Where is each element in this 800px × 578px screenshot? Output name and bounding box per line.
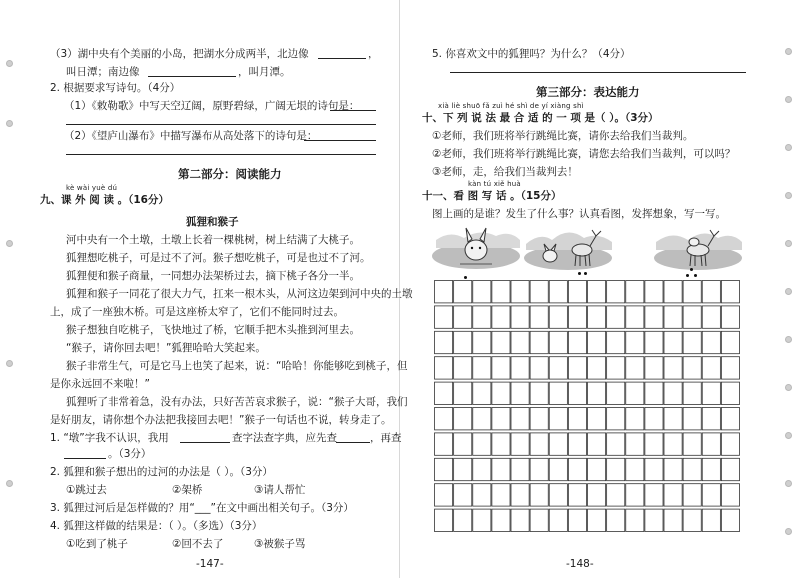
grid-cell[interactable]: [626, 484, 644, 506]
grid-cell[interactable]: [454, 357, 472, 379]
grid-cell[interactable]: [549, 433, 567, 455]
grid-cell[interactable]: [492, 306, 510, 328]
grid-cell[interactable]: [664, 484, 682, 506]
grid-cell[interactable]: [454, 306, 472, 328]
grid-cell[interactable]: [549, 458, 567, 480]
answer-blank[interactable]: [304, 140, 376, 141]
grid-cell[interactable]: [588, 408, 606, 430]
r2-option[interactable]: ②架桥: [172, 484, 203, 496]
grid-cell[interactable]: [511, 331, 529, 353]
grid-cell[interactable]: [530, 331, 548, 353]
grid-cell[interactable]: [702, 509, 720, 531]
picture-marker-dot: [578, 272, 581, 275]
grid-cell[interactable]: [435, 458, 453, 480]
story-line: 猴子想独自吃桃子，飞快地过了桥，它顺手把木头推到河里去。: [66, 324, 360, 336]
picture-fox-crying: [430, 222, 522, 272]
grid-cell[interactable]: [568, 306, 586, 328]
grid-cell[interactable]: [683, 458, 701, 480]
grid-cell[interactable]: [683, 433, 701, 455]
grid-cell[interactable]: [473, 509, 491, 531]
grid-cell[interactable]: [473, 458, 491, 480]
grid-cell[interactable]: [435, 306, 453, 328]
q9-title: 九、课 外 阅 读 。（16分）: [40, 194, 169, 206]
grid-cell[interactable]: [626, 306, 644, 328]
grid-cell[interactable]: [511, 433, 529, 455]
grid-cell[interactable]: [664, 331, 682, 353]
r4-option[interactable]: ②回不去了: [172, 538, 224, 550]
grid-cell[interactable]: [549, 408, 567, 430]
grid-cell[interactable]: [645, 357, 663, 379]
grid-cell[interactable]: [626, 408, 644, 430]
grid-cell[interactable]: [588, 509, 606, 531]
grid-cell[interactable]: [721, 281, 739, 303]
binding-hole: [6, 360, 13, 367]
binding-hole: [785, 384, 792, 391]
grid-cell[interactable]: [530, 509, 548, 531]
grid-cell[interactable]: [607, 509, 625, 531]
q10-pinyin: xià liè shuō fǎ zuì hé shì de yí xiàng shì: [438, 102, 584, 110]
picture-marker-dot: [584, 272, 587, 275]
grid-cell[interactable]: [683, 484, 701, 506]
grid-cell[interactable]: [588, 357, 606, 379]
grid-cell[interactable]: [511, 306, 529, 328]
grid-cell[interactable]: [702, 306, 720, 328]
grid-cell[interactable]: [492, 509, 510, 531]
r4: 4. 狐狸这样做的结果是：（ ）。（多选）（3分）: [50, 520, 263, 532]
picture-fox-and-deer: [522, 222, 614, 272]
q3-line2-a: 叫日潭；南边像: [66, 66, 140, 78]
r3: 3. 狐狸过河后是怎样做的？用“___”在文中画出相关句子。（3分）: [50, 502, 354, 514]
grid-cell[interactable]: [530, 408, 548, 430]
binding-hole: [785, 480, 792, 487]
grid-cell[interactable]: [664, 357, 682, 379]
picture-marker-dot: [686, 274, 689, 277]
picture-marker-dot: [464, 276, 467, 279]
grid-cell[interactable]: [568, 408, 586, 430]
grid-cell[interactable]: [568, 458, 586, 480]
picture-marker-dot: [690, 268, 693, 271]
grid-cell[interactable]: [626, 433, 644, 455]
grid-cell[interactable]: [492, 281, 510, 303]
story-line: 是好朋友，请你想个办法把我接回去吧！”猴子一句话也不说，转身走了。: [50, 414, 392, 426]
grid-cell[interactable]: [645, 509, 663, 531]
grid-cell[interactable]: [454, 458, 472, 480]
grid-cell[interactable]: [530, 306, 548, 328]
story-line: 猴子非常生气，可是它马上也笑了起来，说：“哈哈！你能够吃到桃子，但: [66, 360, 408, 372]
grid-cell[interactable]: [530, 458, 548, 480]
grid-cell[interactable]: [530, 281, 548, 303]
grid-cell[interactable]: [721, 408, 739, 430]
grid-cell[interactable]: [530, 357, 548, 379]
grid-cell[interactable]: [530, 433, 548, 455]
picture-marker-dot: [694, 274, 697, 277]
binding-hole: [6, 60, 13, 67]
grid-cell[interactable]: [473, 484, 491, 506]
grid-cell[interactable]: [645, 433, 663, 455]
binding-hole: [785, 144, 792, 151]
grid-cell[interactable]: [492, 382, 510, 404]
grid-cell[interactable]: [492, 484, 510, 506]
grid-cell[interactable]: [721, 509, 739, 531]
answer-line[interactable]: [450, 72, 746, 73]
grid-cell[interactable]: [645, 484, 663, 506]
grid-cell[interactable]: [492, 433, 510, 455]
binding-hole: [6, 120, 13, 127]
picture-deer-carrying-fox: [652, 222, 744, 272]
answer-blank[interactable]: [318, 58, 366, 59]
grid-cell[interactable]: [626, 382, 644, 404]
grid-cell[interactable]: [702, 357, 720, 379]
grid-cell[interactable]: [702, 433, 720, 455]
grid-cell[interactable]: [473, 382, 491, 404]
section3-title: 第三部分：表达能力: [536, 85, 640, 99]
grid-cell[interactable]: [683, 382, 701, 404]
writing-grid[interactable]: [434, 280, 740, 534]
grid-cell[interactable]: [664, 433, 682, 455]
answer-line[interactable]: [66, 154, 376, 155]
grid-cell[interactable]: [721, 458, 739, 480]
q10-option[interactable]: ②老师，我们班将举行跳绳比赛，请您去给我们当裁判，可以吗？: [432, 148, 736, 160]
grid-cell[interactable]: [626, 281, 644, 303]
grid-cell[interactable]: [721, 382, 739, 404]
grid-cell[interactable]: [511, 458, 529, 480]
grid-cell[interactable]: [664, 408, 682, 430]
grid-cell[interactable]: [607, 458, 625, 480]
grid-cell[interactable]: [435, 281, 453, 303]
story-line: “猴子，请你回去吧！”狐狸哈哈大笑起来。: [66, 342, 266, 354]
grid-cell[interactable]: [702, 408, 720, 430]
grid-cell[interactable]: [645, 281, 663, 303]
grid-cell[interactable]: [683, 281, 701, 303]
grid-cell[interactable]: [435, 484, 453, 506]
grid-cell[interactable]: [473, 357, 491, 379]
grid-cell[interactable]: [645, 382, 663, 404]
grid-cell[interactable]: [626, 357, 644, 379]
r2-option[interactable]: ③请人帮忙: [254, 484, 306, 496]
grid-cell[interactable]: [568, 331, 586, 353]
r2: 2. 狐狸和猴子想出的过河的办法是（ ）。（3分）: [50, 466, 273, 478]
grid-cell[interactable]: [683, 408, 701, 430]
q2-1: （1）《敕勒歌》中写天空辽阔，原野碧绿，广阔无垠的诗句是：: [64, 100, 360, 112]
r4-option[interactable]: ③被猴子骂: [254, 538, 306, 550]
story-line: 是你永远回不来啦！”: [50, 378, 150, 390]
grid-cell[interactable]: [721, 306, 739, 328]
grid-cell[interactable]: [721, 331, 739, 353]
grid-cell[interactable]: [626, 458, 644, 480]
story-line: 狐狸想吃桃子，可是过不了河。猴子想吃桃子，可是也过不了河。: [66, 252, 371, 264]
binding-hole: [785, 192, 792, 199]
grid-cell[interactable]: [549, 484, 567, 506]
grid-cell[interactable]: [607, 306, 625, 328]
grid-cell[interactable]: [473, 306, 491, 328]
grid-cell[interactable]: [568, 433, 586, 455]
grid-cell[interactable]: [530, 484, 548, 506]
grid-cell[interactable]: [607, 281, 625, 303]
story-line: 狐狸和猴子一同花了很大力气，扛来一根木头，从河这边架到河中央的土墩: [66, 288, 413, 300]
grid-cell[interactable]: [607, 357, 625, 379]
binding-hole: [785, 336, 792, 343]
grid-cell[interactable]: [511, 357, 529, 379]
grid-cell[interactable]: [568, 509, 586, 531]
grid-cell[interactable]: [664, 458, 682, 480]
grid-cell[interactable]: [549, 331, 567, 353]
grid-cell[interactable]: [645, 458, 663, 480]
answer-blank[interactable]: [180, 442, 230, 443]
r5: 5. 你喜欢文中的狐狸吗？为什么？（4分）: [432, 48, 631, 60]
grid-cell[interactable]: [511, 281, 529, 303]
q11-title: 十一、看 图 写 话 。（15分）: [422, 190, 562, 202]
answer-blank[interactable]: [148, 76, 236, 77]
grid-cell[interactable]: [626, 331, 644, 353]
grid-cell[interactable]: [568, 281, 586, 303]
r1-b: 查字法查字典，应先查: [232, 432, 337, 444]
grid-cell[interactable]: [549, 382, 567, 404]
grid-cell[interactable]: [607, 382, 625, 404]
grid-cell[interactable]: [511, 382, 529, 404]
grid-cell[interactable]: [664, 509, 682, 531]
grid-cell[interactable]: [568, 357, 586, 379]
grid-cell[interactable]: [435, 331, 453, 353]
r1-d: 。（3分）: [108, 448, 152, 460]
grid-cell[interactable]: [588, 484, 606, 506]
grid-cell[interactable]: [683, 509, 701, 531]
grid-cell[interactable]: [511, 509, 529, 531]
grid-cell[interactable]: [435, 433, 453, 455]
answer-blank[interactable]: [64, 458, 106, 459]
grid-cell[interactable]: [549, 306, 567, 328]
grid-cell[interactable]: [549, 509, 567, 531]
grid-cell[interactable]: [473, 408, 491, 430]
page-number-right: -148-: [566, 558, 594, 570]
grid-cell[interactable]: [645, 331, 663, 353]
grid-cell[interactable]: [664, 382, 682, 404]
binding-hole: [785, 528, 792, 535]
grid-cell[interactable]: [492, 408, 510, 430]
q10-title: 十、下 列 说 法 最 合 适 的 一 项 是（ ）。（3分）: [422, 112, 659, 124]
q3-prefix: （3）湖中央有个美丽的小岛，把湖水分成两半，北边像: [50, 48, 309, 60]
grid-cell[interactable]: [435, 408, 453, 430]
story-line: 狐狸便和猴子商量，一同想办法架桥过去，摘下桃子各分一半。: [66, 270, 360, 282]
grid-cell[interactable]: [588, 306, 606, 328]
binding-hole: [6, 480, 13, 487]
grid-cell[interactable]: [511, 484, 529, 506]
q2-2: （2）《望庐山瀑布》中描写瀑布从高处落下的诗句是：: [64, 130, 318, 142]
grid-cell[interactable]: [454, 433, 472, 455]
grid-cell[interactable]: [454, 281, 472, 303]
q3-comma: ，: [368, 48, 379, 60]
grid-cell[interactable]: [568, 382, 586, 404]
grid-cell[interactable]: [492, 331, 510, 353]
section2-title: 第二部分：阅读能力: [178, 167, 282, 181]
grid-cell[interactable]: [702, 281, 720, 303]
grid-cell[interactable]: [683, 306, 701, 328]
grid-cell[interactable]: [626, 509, 644, 531]
q11-pinyin: kàn tú xiě huà: [468, 180, 521, 188]
grid-cell[interactable]: [549, 357, 567, 379]
grid-cell[interactable]: [588, 331, 606, 353]
grid-cell[interactable]: [435, 509, 453, 531]
page-number-left: -147-: [196, 558, 224, 570]
grid-cell[interactable]: [702, 458, 720, 480]
grid-cell[interactable]: [511, 408, 529, 430]
q9-pinyin: kè wài yuè dú: [66, 184, 118, 192]
grid-cell[interactable]: [588, 458, 606, 480]
grid-cell[interactable]: [568, 484, 586, 506]
q11-prompt: 图上画的是谁？发生了什么事？认真看图，发挥想象，写一写。: [432, 208, 726, 220]
grid-cell[interactable]: [588, 433, 606, 455]
binding-hole: [785, 432, 792, 439]
grid-cell[interactable]: [645, 408, 663, 430]
binding-hole: [785, 48, 792, 55]
q10-option[interactable]: ①老师，我们班将举行跳绳比赛，请你去给我们当裁判。: [432, 130, 694, 142]
grid-cell[interactable]: [435, 357, 453, 379]
q2-title: 2. 根据要求写诗句。（4分）: [50, 82, 181, 94]
grid-cell[interactable]: [702, 331, 720, 353]
q3-line2-b: ，叫月潭。: [238, 66, 291, 78]
grid-cell[interactable]: [454, 408, 472, 430]
grid-cell[interactable]: [454, 331, 472, 353]
grid-cell[interactable]: [607, 331, 625, 353]
grid-cell[interactable]: [607, 484, 625, 506]
grid-cell[interactable]: [683, 331, 701, 353]
grid-cell[interactable]: [664, 306, 682, 328]
q10-option[interactable]: ③老师，走，给我们当裁判去！: [432, 166, 578, 178]
grid-cell[interactable]: [530, 382, 548, 404]
grid-cell[interactable]: [702, 484, 720, 506]
grid-cell[interactable]: [607, 408, 625, 430]
grid-cell[interactable]: [473, 433, 491, 455]
grid-cell[interactable]: [645, 306, 663, 328]
grid-cell[interactable]: [549, 281, 567, 303]
binding-hole: [785, 288, 792, 295]
grid-cell[interactable]: [721, 484, 739, 506]
grid-cell[interactable]: [473, 331, 491, 353]
story-line: 上，成了一座独木桥。可是这座桥太窄了，它们不能同时过去。: [50, 306, 344, 318]
grid-cell[interactable]: [492, 458, 510, 480]
grid-cell[interactable]: [721, 357, 739, 379]
grid-cell[interactable]: [454, 484, 472, 506]
r4-option[interactable]: ①吃到了桃子: [66, 538, 128, 550]
binding-hole: [785, 240, 792, 247]
story-line: 河中央有一个土墩，土墩上长着一棵桃树，树上结满了大桃子。: [66, 234, 360, 246]
grid-cell[interactable]: [492, 357, 510, 379]
binding-hole: [785, 96, 792, 103]
grid-cell[interactable]: [588, 281, 606, 303]
story-title: 狐狸和猴子: [186, 216, 239, 228]
answer-line[interactable]: [66, 124, 376, 125]
binding-hole: [6, 240, 13, 247]
answer-blank[interactable]: [330, 110, 376, 111]
grid-cell[interactable]: [454, 382, 472, 404]
answer-blank[interactable]: [336, 442, 370, 443]
grid-cell[interactable]: [721, 433, 739, 455]
grid-cell[interactable]: [588, 382, 606, 404]
grid-cell[interactable]: [435, 382, 453, 404]
grid-cell[interactable]: [454, 509, 472, 531]
r1-a: 1. “墩”字我不认识，我用: [50, 432, 169, 444]
grid-cell[interactable]: [664, 281, 682, 303]
grid-cell[interactable]: [702, 382, 720, 404]
grid-cell[interactable]: [683, 357, 701, 379]
story-line: 狐狸听了非常着急，没有办法，只好苦苦哀求猴子，说：“猴子大哥，我们: [66, 396, 408, 408]
grid-cell[interactable]: [473, 281, 491, 303]
grid-cell[interactable]: [607, 433, 625, 455]
r2-option[interactable]: ①跳过去: [66, 484, 107, 496]
r1-c: ，再查: [370, 432, 402, 444]
